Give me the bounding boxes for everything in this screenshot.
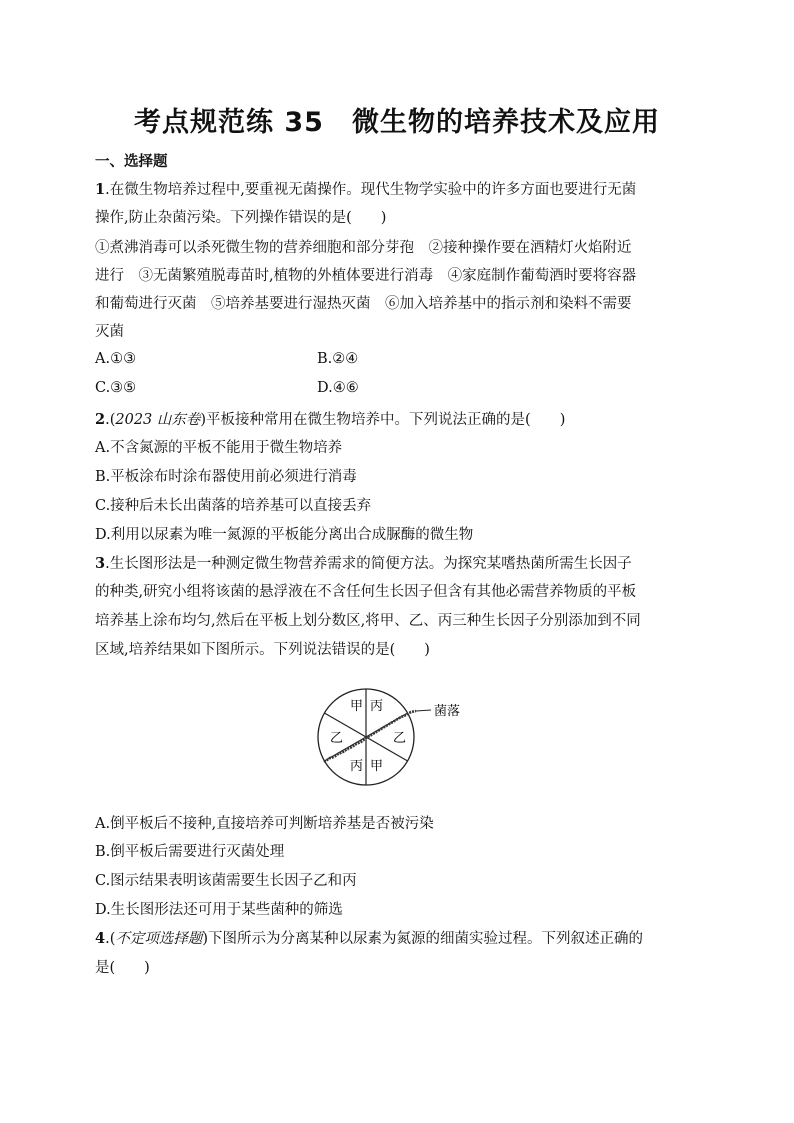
q1-option-a: A.①③: [95, 351, 137, 367]
q4-number: 4: [95, 930, 106, 947]
q3-option-b: B.倒平板后需要进行灭菌处理: [95, 844, 285, 860]
q3-stem-line-4: 区域,培养结果如下图所示。下列说法错误的是( ): [95, 642, 430, 658]
q1-statement-line-4: 灭菌: [95, 324, 124, 340]
q1-statement-line-3: 和葡萄进行灭菌 ⑤培养基要进行湿热灭菌 ⑥加入培养基中的指示剂和染料不需要: [95, 296, 632, 312]
q3-option-d: D.生长图形法还可用于某些菌种的筛选: [95, 902, 343, 918]
q4-tag: 不定项选择题: [115, 931, 203, 947]
plate-figure: [300, 670, 480, 805]
q2-source: 2023 山东卷: [115, 412, 201, 428]
page-title: 考点规范练 35 微生物的培养技术及应用: [134, 107, 660, 138]
sector-label-bing-top: 丙: [370, 699, 384, 714]
sector-label-jia-top: 甲: [350, 699, 364, 714]
q1-statement-line-2: 进行 ③无菌繁殖脱毒苗时,植物的外植体要进行消毒 ④家庭制作葡萄酒时要将容器: [95, 268, 637, 284]
q1-stem-line-2: 操作,防止杂菌污染。下列操作错误的是( ): [95, 210, 387, 226]
q2-stem: 2.(2023 山东卷)平板接种常用在微生物培养中。下列说法正确的是( ): [95, 411, 566, 428]
q1-stem-line-1: 1.在微生物培养过程中,要重视无菌操作。现代生物学实验中的许多方面也要进行无菌: [95, 181, 637, 198]
q1-statement-line-1: ①煮沸消毒可以杀死微生物的营养细胞和部分芽孢 ②接种操作要在酒精灯火焰附近: [95, 240, 632, 256]
q1-number: 1: [95, 181, 106, 198]
sector-label-yi-left: 乙: [330, 731, 344, 746]
q1-option-d: D.④⑥: [317, 380, 359, 396]
sector-label-jia-bottom: 甲: [370, 759, 384, 774]
q3-option-c: C.图示结果表明该菌需要生长因子乙和丙: [95, 873, 357, 889]
q2-option-c: C.接种后未长出菌落的培养基可以直接丢弃: [95, 498, 372, 514]
q4-stem-line-2: 是( ): [95, 960, 150, 976]
q1-options-row-1: [95, 351, 359, 367]
colony-pointer-line: [416, 710, 431, 711]
q2-option-d: D.利用以尿素为唯一氮源的平板能分离出合成脲酶的微生物: [95, 527, 474, 543]
q4-stem-line-1: 4.(不定项选择题)下图所示为分离某种以尿素为氮源的细菌实验过程。下列叙述正确的: [95, 930, 644, 947]
q3-option-a: A.倒平板后不接种,直接培养可判断培养基是否被污染: [95, 816, 434, 832]
q3-number: 3: [95, 555, 106, 572]
q3-stem-line-3: 培养基上涂布均匀,然后在平板上划分数区,将甲、乙、丙三种生长因子分别添加到不同: [95, 613, 641, 629]
q1-option-c: C.③⑤: [95, 380, 137, 396]
sector-label-yi-right: 乙: [393, 731, 407, 746]
q2-option-b: B.平板涂布时涂布器使用前必须进行消毒: [95, 469, 357, 485]
section-heading: 一、选择题: [95, 154, 168, 170]
q1-option-b: B.②④: [317, 351, 359, 367]
colony-label: 菌落: [434, 704, 461, 719]
q2-number: 2: [95, 411, 106, 428]
q1-options-row-2: [95, 380, 359, 396]
q3-stem-line-2: 的种类,研究小组将该菌的悬浮液在不含任何生长因子但含有其他必需营养物质的平板: [95, 584, 637, 600]
sector-label-bing-bottom: 丙: [350, 759, 364, 774]
q3-stem-line-1: 3.生长图形法是一种测定微生物营养需求的简便方法。为探究某嗜热菌所需生长因子: [95, 555, 632, 572]
q2-option-a: A.不含氮源的平板不能用于微生物培养: [95, 440, 343, 456]
